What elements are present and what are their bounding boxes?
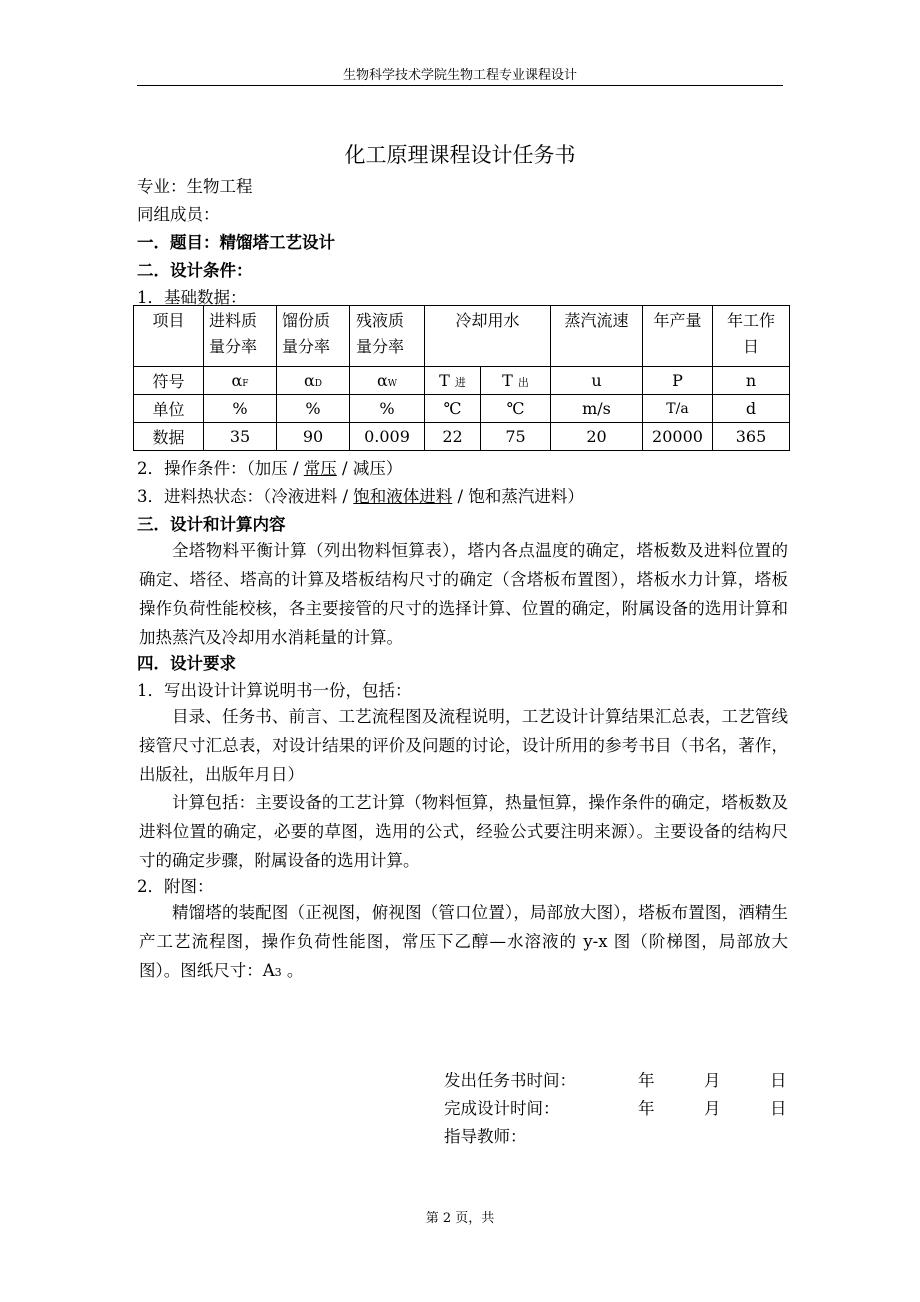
unit-distillate: %: [277, 395, 350, 423]
data-steam: 20: [551, 423, 643, 451]
data-feed: 35: [204, 423, 277, 451]
unit-feed: %: [204, 395, 277, 423]
unit-steam: m/s: [551, 395, 643, 423]
requirement-1-paragraph-1: 目录、任务书、前言、工艺流程图及流程说明，工艺设计计算结果汇总表，工艺管线接管尺寸汇总表，对设计结果的评价及问题的讨论，设计所用的参考书目（书名，著作，出版社，出版年月日）: [139, 707, 788, 784]
header-working-days: 年工作日: [713, 306, 790, 367]
row-label: 符号: [134, 367, 204, 395]
basic-data-heading: 1．基础数据：: [137, 288, 247, 307]
header-divider: [137, 85, 783, 86]
section-design-requirements: 四．设计要求: [137, 654, 236, 673]
requirement-2-title: 2．附图：: [137, 877, 214, 896]
unit-days: d: [713, 395, 790, 423]
header-distillate-fraction: 馏份质量分率: [277, 306, 350, 367]
unit-t-out: ℃: [481, 395, 551, 423]
row-label: 数据: [134, 423, 204, 451]
table-row-symbol: [134, 367, 790, 395]
finish-date-label: 完成设计时间：: [444, 1099, 560, 1118]
basic-data-table: [133, 305, 790, 451]
symbol-t-out: T 出: [481, 367, 551, 395]
issue-month: 月: [704, 1071, 721, 1090]
header-feed-fraction: 进料质量分率: [204, 306, 277, 367]
symbol-steam: u: [551, 367, 643, 395]
section-calc-content: 三．设计和计算内容: [137, 515, 286, 534]
finish-year: 年: [638, 1099, 655, 1118]
symbol-distillate: αD: [277, 367, 350, 395]
issue-year: 年: [638, 1071, 655, 1090]
symbol-annual: P: [643, 367, 713, 395]
members-line: 同组成员：: [137, 205, 220, 224]
row-label: 单位: [134, 395, 204, 423]
data-annual: 20000: [643, 423, 713, 451]
table-row-unit: [134, 395, 790, 423]
chosen-feed-state: 饱和液体进料: [353, 487, 453, 506]
data-distillate: 90: [277, 423, 350, 451]
section-conditions: 二．设计条件：: [137, 261, 253, 280]
data-t-in: 22: [425, 423, 481, 451]
page-header: 生物科学技术学院生物工程专业课程设计: [342, 68, 577, 83]
header-item: 项目: [134, 306, 204, 367]
data-residue: 0.009: [350, 423, 425, 451]
issue-day: 日: [770, 1071, 787, 1090]
operating-conditions: 2．操作条件：（加压 / 常压 / 减压）: [137, 459, 403, 478]
symbol-t-in: T 进: [425, 367, 481, 395]
finish-day: 日: [770, 1099, 787, 1118]
requirement-1-title: 1．写出设计计算说明书一份，包括：: [137, 681, 412, 700]
page-footer: 第 2 页，共: [425, 1211, 495, 1226]
unit-annual: T/a: [643, 395, 713, 423]
finish-month: 月: [704, 1099, 721, 1118]
feed-thermal-state: 3．进料热状态：（冷液进料 / 饱和液体进料 / 饱和蒸汽进料）: [137, 487, 584, 506]
major-line: 专业：生物工程: [137, 177, 253, 196]
unit-residue: %: [350, 395, 425, 423]
symbol-feed: αF: [204, 367, 277, 395]
page-title: 化工原理课程设计任务书: [344, 143, 576, 167]
teacher-label: 指导教师：: [444, 1127, 527, 1146]
symbol-residue: αW: [350, 367, 425, 395]
requirement-2-paragraph: 精馏塔的装配图（正视图，俯视图（管口位置），局部放大图），塔板布置图，酒精生产工艺流程图，操作负荷性能图，常压下乙醇—水溶液的 y-x 图（阶梯图，局部放大图）。图纸尺寸：A3 。: [139, 903, 788, 980]
unit-t-in: ℃: [425, 395, 481, 423]
header-annual-output: 年产量: [643, 306, 713, 367]
requirement-1-paragraph-2: 计算包括：主要设备的工艺计算（物料恒算，热量恒算，操作条件的确定，塔板数及进料位置的确定，必要的草图，选用的公式，经验公式要注明来源）。主要设备的结构尺寸的确定步骤，附属设备的选用计算。: [139, 793, 788, 870]
chosen-pressure: 常压: [303, 459, 337, 478]
calc-content-paragraph: 全塔物料平衡计算（列出物料恒算表），塔内各点温度的确定，塔板数及进料位置的确定、塔径、塔高的计算及塔板结构尺寸的确定（含塔板布置图），塔板水力计算，塔板操作负荷性能校核，各主要接管的尺寸的选择计算、位置的确定，附属设备的选用计算和加热蒸汽及冷却用水消耗量的计算。: [139, 541, 788, 647]
header-cooling-water: 冷却用水: [425, 306, 551, 367]
issue-date-label: 发出任务书时间：: [444, 1071, 576, 1090]
symbol-days: n: [713, 367, 790, 395]
header-residue-fraction: 残液质量分率: [350, 306, 425, 367]
table-header-row: [134, 306, 790, 367]
data-t-out: 75: [481, 423, 551, 451]
header-steam-velocity: 蒸汽流速: [551, 306, 643, 367]
data-days: 365: [713, 423, 790, 451]
table-row-data: [134, 423, 790, 451]
section-topic: 一．题目：精馏塔工艺设计: [137, 233, 335, 252]
